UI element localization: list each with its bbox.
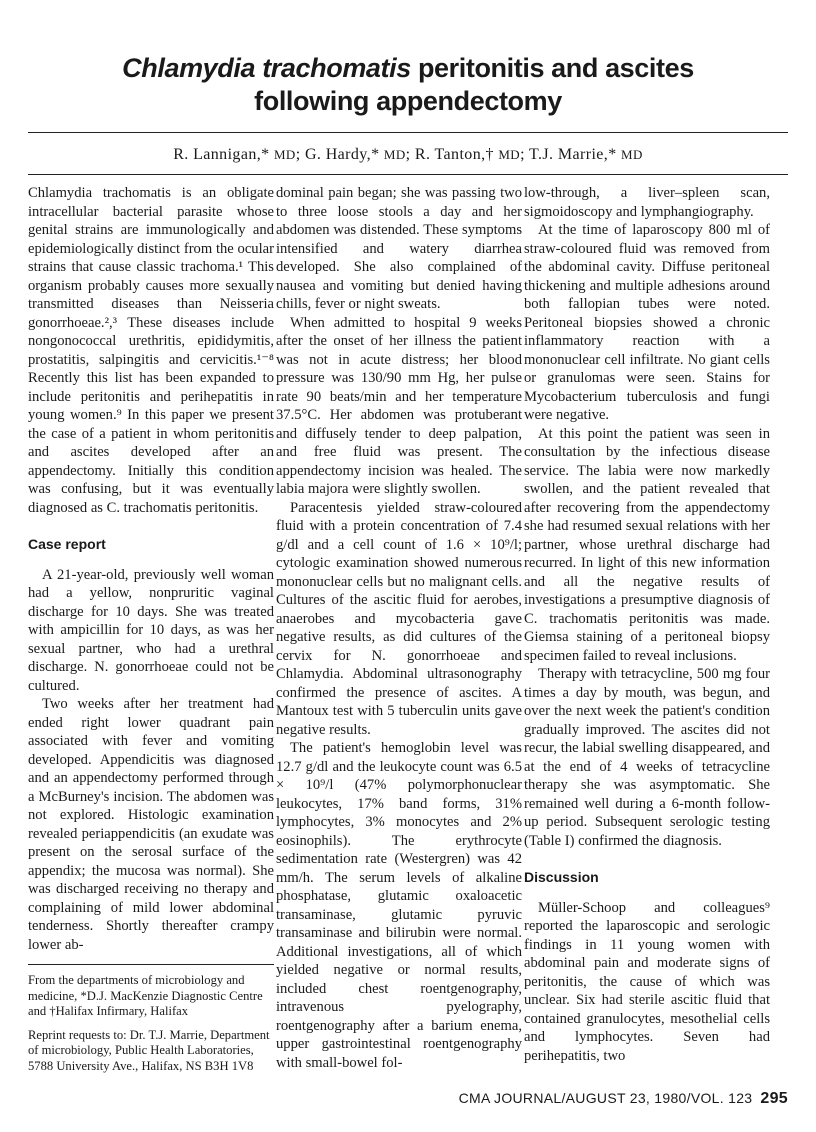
- author-3: R. Tanton,† MD;: [414, 146, 525, 163]
- section-heading-discussion: Discussion: [524, 869, 599, 885]
- paragraph: At this point the patient was seen in consultation by the infectious disease service. The labia were now markedly swollen, and the patient revealed that after recovering from the appendectomy she had resumed sexual relations with her partner, whose urethral discharge had recurred. In light of this new information and all the negative results of investigations a presumptive diagnosis of C. trachomatis peritonitis was made. Giemsa staining of a peritoneal biopsy specimen failed to reveal inclusions.: [524, 425, 770, 664]
- paragraph: dominal pain began; she was passing two to three loose stools a day and her abdomen was distended. These symptoms intensified and watery diarrhea developed. She also complained of nausea and vomiting but denied having chills, fever or night sweats.: [276, 185, 522, 312]
- footnote-rule: [28, 964, 274, 965]
- paragraph: At the time of laparoscopy 800 ml of straw-coloured fluid was removed from the abdominal cavity. Diffuse peritoneal thickening and multiple adhesions around both fallopian tubes were noted. Peritoneal biopsies showed a chronic inflammatory reaction with a mononuclear cell infiltrate. No giant cells or granulomas were seen. Stains for Mycobacterium tuberculosis and fungi were negative.: [524, 222, 770, 423]
- paragraph: Two weeks after her treatment had ended right lower quadrant pain associated with fever and vomiting developed. Appendicitis was diagnosed and an appendectomy performed through a McBurney's incision. The abdomen was not explored. Histologic examination revealed periappendicitis (an exudate was present on the serosal surface of the appendix; the mucosa was normal). She was discharged receiving no therapy and complaining of mild lower abdominal tenderness. Shortly thereafter crampy lower ab-: [28, 696, 274, 953]
- author-2: G. Hardy,* MD;: [304, 146, 411, 163]
- paragraph: The patient's hemoglobin level was 12.7 g/dl and the leukocyte count was 6.5 × 10⁹/l (47% polymorphonuclear leukocytes, 17% band forms, 31% lymphocytes, 3% monocytes and 2% eosinophils). The erythrocyte sedimentation rate (Westergren) was 42 mm/h. The serum levels of alkaline phosphatase, glutamic oxaloacetic transaminase, glutamic pyruvic transaminase and bilirubin were normal. Additional investigations, all of which yielded negative or normal results, included chest roentgenography, intravenous pyelography, roentgenography after a barium enema, upper gastrointestinal roentgenography with small-bowel fol-: [276, 740, 522, 1071]
- reprint-footnote: Reprint requests to: Dr. T.J. Marrie, Department of microbiology, Public Health Laboratories, 5788 University Ave., Halifax, NS B3H 1V8: [28, 1027, 270, 1073]
- paragraph: A 21-year-old, previously well woman had a yellow, nonpruritic vaginal discharge for 10 days. She was treated with ampicillin for 10 days, as was her sexual partner, who had a urethral discharge. N. gonorrhoeae could not be cultured.: [28, 566, 274, 694]
- author-4: T.J. Marrie,* MD: [529, 146, 643, 163]
- paragraph: Paracentesis yielded straw-coloured fluid with a protein concentration of 7.4 g/dl and a cell count of 1.6 × 10⁹/l; cytologic examination showed numerous mononuclear cells but no malignant cells. Cultures of the ascitic fluid for aerobes, anaerobes and mycobacteria gave negative results, as did cultures of the cervix for N. gonorrhoeae and Chlamydia. Abdominal ultrasonography confirmed the presence of ascites. A Mantoux test with 5 tuberculin units gave negative results.: [276, 499, 522, 738]
- column-1: [28, 184, 274, 1074]
- journal-citation: CMA JOURNAL/AUGUST 23, 1980/VOL. 123: [458, 1090, 753, 1106]
- column-3: [524, 184, 770, 1065]
- author-1: R. Lannigan,* MD;: [173, 146, 301, 163]
- paragraph: Müller-Schoop and colleagues⁹ reported the laparoscopic and serologic findings in 11 young women with abdominal pain and moderate signs of peritonitis, the cause of which was unclear. Six had sterile ascitic fluid that contained granulocytes, mesothelial cells and lymphocytes. Seven had perihepatitis, two: [524, 899, 770, 1064]
- affiliation-footnote: From the departments of microbiology and medicine, *D.J. MacKenzie Diagnostic Centre and †Halifax Infirmary, Halifax: [28, 973, 263, 1018]
- page-number: 295: [760, 1090, 788, 1107]
- column-2: [276, 184, 522, 1072]
- intro-paragraph: Chlamydia trachomatis is an obligate intracellular bacterial parasite whose genital strains are immunologically and epidemiologically distinct from the ocular strains that cause classic trachoma.¹ This organism probably causes more sexually transmitted diseases than Neisseria gonorrhoeae.²,³ These diseases include nongonococcal urethritis, epididymitis, prostatitis, salpingitis and cervicitis.¹⁻⁸ Recently this list has been expanded to include peritonitis and perihepatitis in young women.⁹ In this paper we present the case of a patient in whom peritonitis and ascites developed after an appendectomy. Initially this condition was confusing, but it was eventually diagnosed as C. trachomatis peritonitis.: [28, 185, 274, 516]
- title-italic-part: Chlamydia trachomatis: [122, 53, 411, 83]
- paragraph: low-through, a liver–spleen scan, sigmoidoscopy and lymphangiography.: [524, 185, 770, 220]
- paragraph: When admitted to hospital 9 weeks after the onset of her illness the patient was not in acute distress; her blood pressure was 130/90 mm Hg, her pulse rate 90 beats/min and her temperature 37.5°C. Her abdomen was protuberant and diffusely tender to deep palpation, and free fluid was present. The appendectomy incision was healed. The labia majora were slightly swollen.: [276, 314, 522, 497]
- title-part-1: peritonitis and ascites: [410, 53, 694, 83]
- section-heading-case-report: Case report: [28, 536, 106, 552]
- top-rule: [28, 132, 788, 133]
- title-part-2: following appendectomy: [254, 86, 562, 116]
- page-footer: [459, 1090, 788, 1108]
- paragraph: Therapy with tetracycline, 500 mg four times a day by mouth, was begun, and over the next week the patient's condition gradually improved. The ascites did not recur, the labial swelling disappeared, and at the end of 4 weeks of tetracycline therapy she was asymptomatic. She remained well during a 6-month follow-up period. Subsequent serologic testing (Table I) confirmed the diagnosis.: [524, 666, 770, 849]
- author-line: [28, 146, 788, 164]
- authors-rule: [28, 174, 788, 175]
- article-title: [60, 52, 756, 118]
